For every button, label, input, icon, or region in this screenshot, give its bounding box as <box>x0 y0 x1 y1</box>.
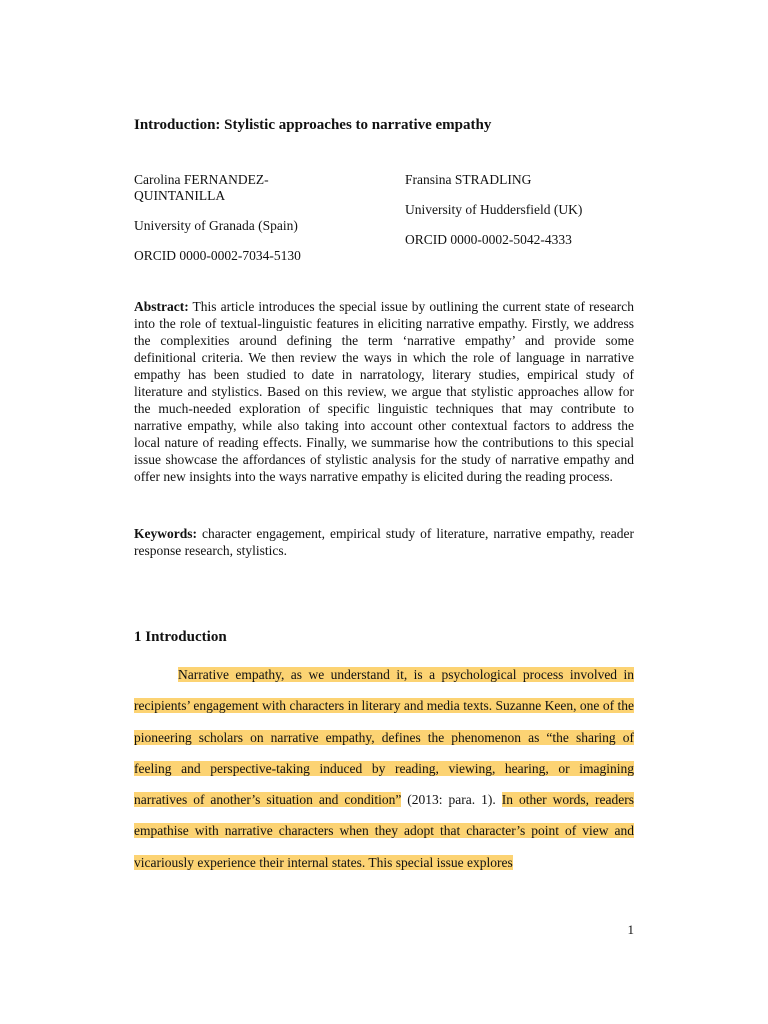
abstract-label: Abstract: <box>134 299 189 314</box>
plain-text: (2013: para. 1). <box>401 792 502 808</box>
author-block-1 <box>134 172 334 264</box>
author-affiliation: University of Granada (Spain) <box>134 218 298 233</box>
author-name: Fransina STRADLING <box>405 172 532 187</box>
abstract-text: This article introduces the special issue by outlining the current state of research into the role of textual-linguistic features in eliciting narrative empathy. Firstly, we address the complexities around defining the term ‘narrative empathy’ and provide some definitional criteria. We then review the ways in which the role of language in narrative empathy has been studied to date in narratology, literary studies, empirical study of literature and stylistics. Based on this review, we argue that stylistic approaches allow for the much-needed exploration of specific linguistic techniques that may contribute to narrative empathy, while also taking into account other contextual factors to address the local nature of reading effects. Finally, we summarise how the contributions to this special issue showcase the affordances of stylistic analysis for the study of narrative empathy and offer new insights into the ways narrative empathy is elicited during the reading process. <box>134 299 634 484</box>
author-affiliation: University of Huddersfield (UK) <box>405 202 583 217</box>
abstract-paragraph <box>134 298 634 485</box>
article-title: Introduction: Stylistic approaches to narrative empathy <box>134 117 492 133</box>
author-name: Carolina FERNANDEZ-QUINTANILLA <box>134 172 269 203</box>
document-page <box>134 0 634 1024</box>
author-orcid: ORCID 0000-0002-7034-5130 <box>134 248 301 263</box>
highlighted-text: Narrative empathy, as we understand it, is a psychological process involved in recipients’ engagement with characters in literary and media texts. Suzanne Keen, one of the pioneering scholars on narrative empathy, defines the phenomenon as “the sharing of feeling and perspective-taking induced by reading, viewing, hearing, or imagining narratives of another’s situation and condition” <box>134 667 634 808</box>
author-block-2 <box>405 172 634 248</box>
page-number: 1 <box>627 922 634 937</box>
author-orcid: ORCID 0000-0002-5042-4333 <box>405 232 572 247</box>
section-heading: 1 Introduction <box>134 629 227 645</box>
keywords-paragraph <box>134 525 634 559</box>
keywords-text: character engagement, empirical study of literature, narrative empathy, reader response research, stylistics. <box>134 526 634 558</box>
highlighted-text: In other words, readers empathise with narrative characters when they adopt that character’s point of view and vicariously experience their internal states. This special issue explores <box>134 792 634 870</box>
keywords-label: Keywords: <box>134 526 197 541</box>
body-paragraph <box>134 659 634 878</box>
